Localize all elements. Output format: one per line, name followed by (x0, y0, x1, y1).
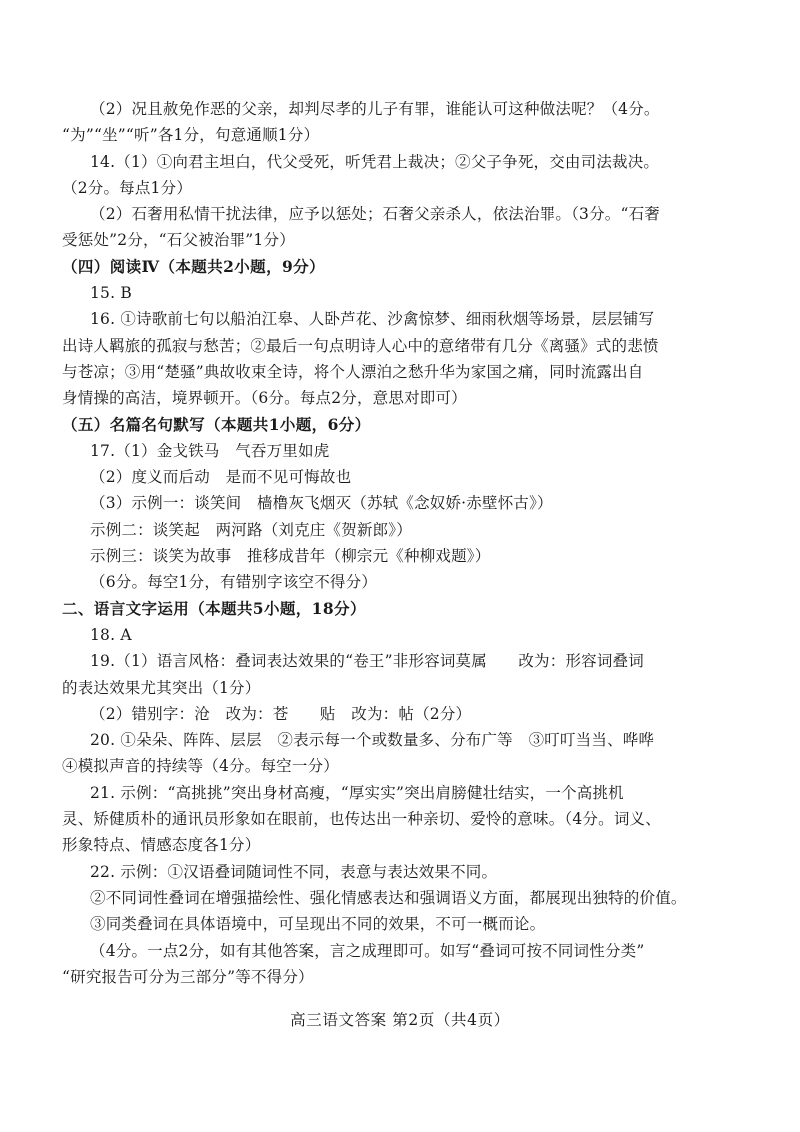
answer-line: 21. 示例：“高挑挑”突出身材高瘦，“厚实实”突出肩膀健壮结实，一个高挑机 (90, 783, 624, 802)
answer-line: （3）示例一：谈笑间 樯橹灰飞烟灭（苏轼《念奴娇·赤壁怀古》） (90, 494, 553, 513)
answer-line: ④模拟声音的持续等（4分。每空一分） (62, 757, 339, 776)
answer-line: ③同类叠词在具体语境中，可呈现出不同的效果，不可一概而论。 (90, 915, 546, 934)
answer-line: 受惩处”2分，“石父被治罪”1分） (62, 231, 295, 250)
answer-line: （2）况且赦免作恶的父亲，却判尽孝的儿子有罪，谁能认可这种做法呢？（4分。 (90, 100, 660, 118)
answer-line: 示例二：谈笑起 两河路（刘克庄《贺新郎》） (90, 520, 412, 539)
answer-line: 灵、矫健质朴的通讯员形象如在眼前，也传达出一种亲切、爱怜的意味。（4分。词义、 (62, 810, 661, 829)
answer-line: “为”“坐”“听”各1分，句意通顺1分） (62, 126, 320, 145)
answer-line: （2）石奢用私情干扰法律，应予以惩处；石奢父亲杀人，依法治罪。（3分。“石奢 (90, 205, 660, 224)
answer-line: （2）度义而后动 是而不见可悔故也 (90, 468, 352, 487)
answer-line: （2分。每点1分） (62, 178, 193, 197)
answer-line: “研究报告可分为三部分”等不得分） (62, 967, 314, 986)
section-heading: （五）名篇名句默写（本题共1小题，6分） (62, 414, 371, 434)
section-heading: 二、语言文字运用（本题共5小题，18分） (62, 598, 366, 618)
answer-line: 19.（1）语言风格：叠词表达效果的“卷王”非形容词莫属 改为：形容词叠词 (90, 652, 644, 671)
section-heading: （四）阅读Ⅳ（本题共2小题，9分） (62, 256, 325, 276)
answer-line: 16. ①诗歌前七句以船泊江皋、人卧芦花、沙禽惊梦、细雨秋烟等场景，层层铺写 (90, 310, 655, 329)
answer-line: （6分。每空1分，有错别字该空不得分） (90, 573, 378, 592)
answer-line: 17.（1）金戈铁马 气吞万里如虎 (90, 441, 330, 460)
answer-line: 形象特点、情感态度各1分） (62, 836, 261, 855)
answer-line: （4分。一点2分，如有其他答案，言之成理即可。如写“叠词可按不同词性分类” (90, 941, 645, 960)
answer-line: ②不同词性叠词在增强描绘性、强化情感表达和强调语义方面，都展现出独特的价值。 (90, 888, 687, 907)
answer-line: 出诗人羁旅的孤寂与愁苦；②最后一句点明诗人心中的意绪带有几分《离骚》式的悲愤 (62, 336, 659, 355)
answer-line: 14.（1）①向君主坦白，代父受死，听凭君上裁决；②父子争死，交由司法裁决。 (90, 152, 660, 171)
page-footer: 高三语文答案 第2页（共4页） (290, 1011, 510, 1029)
answer-content (62, 96, 742, 990)
answer-line: 的表达效果尤其突出（1分） (62, 678, 261, 697)
answer-line: 身情操的高洁，境界顿开。（6分。每点2分，意思对即可） (62, 389, 467, 408)
answer-line: 18. A (90, 625, 132, 644)
answer-line: 15. B (90, 284, 132, 303)
answer-line: 与苍凉；③用“楚骚”典故收束全诗，将个人漂泊之愁升华为家国之痛，同时流露出自 (62, 362, 644, 381)
answer-line: 示例三：谈笑为故事 推移成昔年（柳宗元《种柳戏题》） (90, 547, 491, 566)
answer-line: 20. ①朵朵、阵阵、层层 ②表示每一个或数量多、分布广等 ③叮叮当当、哗哗 (90, 731, 655, 750)
answer-line: 22. 示例：①汉语叠词随词性不同，表意与表达效果不同。 (90, 862, 498, 881)
answer-line: （2）错别字：沧 改为：苍 贴 改为：帖（2分） (90, 704, 472, 723)
